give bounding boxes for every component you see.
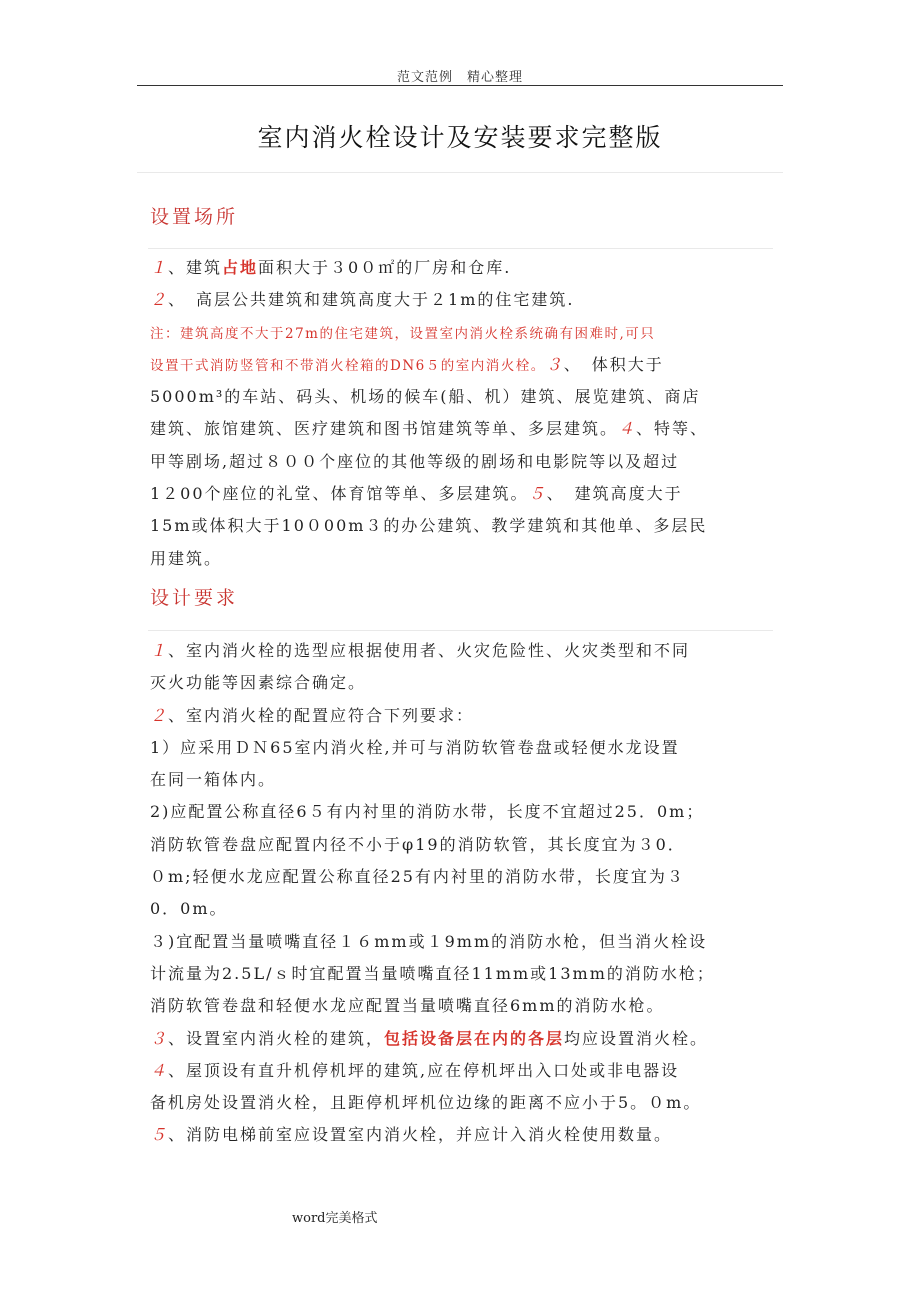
text-line <box>150 446 775 478</box>
text-line <box>150 1087 775 1119</box>
text-run: 、屋顶设有直升机停机坪的建筑,应在停机坪出入口处或非电器设 <box>168 1060 680 1080</box>
item-number: １ <box>150 641 169 660</box>
text-line <box>150 926 775 958</box>
text-run: 计流量为2.5L/ｓ时宜配置当量喷嘴直径11mm或13mm的消防水枪； <box>150 963 715 983</box>
text-run: 在同一箱体内。 <box>150 770 277 790</box>
text-line <box>150 252 775 284</box>
text-line <box>150 958 775 990</box>
text-run: 、特等、 <box>636 419 709 439</box>
item-number: ３ <box>150 1028 169 1048</box>
text-run: 备机房处设置消火栓，且距停机坪机位边缘的距离不应小于5。０m。 <box>150 1093 702 1113</box>
text-run: 用建筑。 <box>150 548 223 568</box>
text-line <box>150 1023 775 1055</box>
text-run: 2)应配置公称直径6５有内衬里的消防水带，长度不宜超过25．0m； <box>150 802 705 822</box>
section-body-locations <box>150 252 775 575</box>
text-line <box>150 796 775 828</box>
document-title: 室内消火栓设计及安装要求完整版 <box>257 123 663 152</box>
section-heading-locations: 设置场所 <box>150 206 239 228</box>
text-line <box>150 700 775 732</box>
text-line <box>150 990 775 1022</box>
text-run: 、建筑 <box>168 258 223 277</box>
text-line <box>150 510 775 542</box>
text-run: 、 建筑高度大于 <box>546 484 683 504</box>
text-line <box>150 284 775 316</box>
text-line <box>150 1119 775 1151</box>
text-run: 均应设置消火栓。 <box>564 1028 709 1048</box>
text-run: 、设置室内消火栓的建筑， <box>168 1028 385 1048</box>
text-line <box>150 478 775 510</box>
text-line <box>150 317 775 349</box>
text-line <box>150 349 775 381</box>
text-run: 消防软管卷盘应配置内径不小于φ19的消防软管，其长度宜为３0． <box>150 834 686 854</box>
item-number: ４ <box>150 1060 169 1080</box>
text-line <box>150 1055 775 1087</box>
note-text: 设置干式消防竖管和不带消火栓箱的DN6５的室内消火栓。 <box>150 357 546 374</box>
text-run: 、消防电梯前室应设置室内消火栓，并应计入消火栓使用数量。 <box>168 1125 673 1145</box>
text-line <box>150 893 775 925</box>
item-number: ２ <box>150 705 169 725</box>
page-header: 范文范例 精心整理 <box>396 70 523 85</box>
text-run: 、 高层公共建筑和建筑高度大于２1m的住宅建筑. <box>168 290 575 310</box>
text-run: 甲等剧场,超过８００个座位的其他等级的剧场和电影院等以及超过 <box>150 451 680 471</box>
title-divider <box>137 172 783 173</box>
text-run: 、室内消火栓的配置应符合下列要求： <box>168 705 475 725</box>
emphasis-text: 占地 <box>222 258 259 277</box>
text-line <box>150 413 775 445</box>
text-run: 、室内消火栓的选型应根据使用者、火灾危险性、火灾类型和不同 <box>168 641 691 660</box>
text-run: 面积大于３0０㎡的厂房和仓库. <box>258 258 512 277</box>
text-line <box>150 732 775 764</box>
note-text: 注：建筑高度不大于27m的住宅建筑，设置室内消火栓系统确有困难时,可只 <box>150 325 656 342</box>
text-line <box>150 667 775 699</box>
text-run: 5000m³的车站、码头、机场的候车(船、机）建筑、展览建筑、商店 <box>150 387 701 407</box>
section-divider-locations <box>148 248 773 249</box>
text-run: ３)宜配置当量喷嘴直径１６mm或１9mm的消防水枪，但当消火栓设 <box>150 931 708 951</box>
text-line <box>150 635 775 667</box>
text-run: 、 体积大于 <box>563 354 664 374</box>
text-run: 15m或体积大于10０00m３的办公建筑、教学建筑和其他单、多层民 <box>150 516 708 536</box>
section-divider-design <box>148 630 773 631</box>
text-line <box>150 764 775 796</box>
section-body-design <box>150 635 775 1152</box>
text-run: 灭火功能等因素综合确定。 <box>150 673 367 693</box>
item-number: １ <box>150 258 169 277</box>
text-line <box>150 829 775 861</box>
text-line <box>150 381 775 413</box>
text-run: 1２00个座位的礼堂、体育馆等单、多层建筑。 <box>150 484 529 504</box>
item-number: ５ <box>528 484 547 504</box>
header-rule <box>137 85 783 86</box>
text-line <box>150 861 775 893</box>
text-run: 建筑、旅馆建筑、医疗建筑和图书馆建筑等单、多层建筑。 <box>150 419 619 439</box>
page-footer: word完美格式 <box>292 1211 378 1226</box>
text-run: 1）应采用ＤＮ65室内消火栓,并可与消防软管卷盘或轻便水龙设置 <box>150 737 680 757</box>
section-heading-design: 设计要求 <box>150 587 239 609</box>
text-run: 0．0m。 <box>150 899 228 919</box>
text-run: 消防软管卷盘和轻便水龙应配置当量喷嘴直径6mm的消防水枪。 <box>150 996 665 1016</box>
item-number: ３ <box>545 354 564 374</box>
item-number: ５ <box>150 1125 169 1145</box>
text-line <box>150 543 775 575</box>
item-number: ２ <box>150 290 169 310</box>
item-number: ４ <box>618 419 637 439</box>
emphasis-text: 包括设备层在内的各层 <box>384 1028 565 1048</box>
text-run: ０m;轻便水龙应配置公称直径25有内衬里的消防水带，长度宜为３ <box>150 867 685 887</box>
